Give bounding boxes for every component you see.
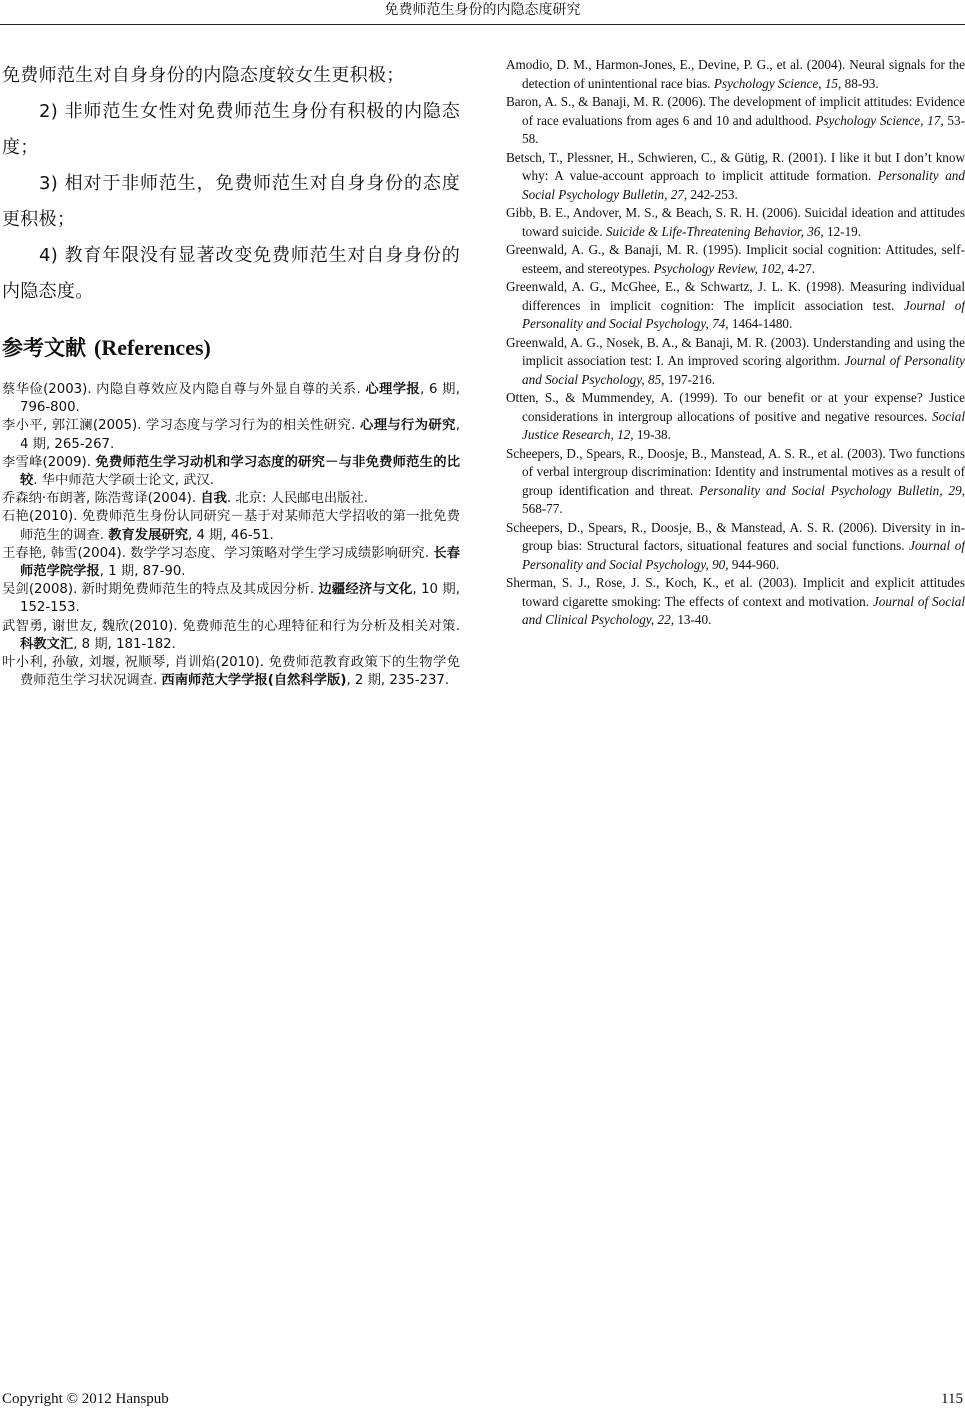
reference-cn-item: 李小平, 郭江澜(2005). 学习态度与学习行为的相关性研究. 心理与行为研究, 4 期, 265-267. [2, 418, 461, 452]
reference-cn-item: 叶小利, 孙敏, 刘堰, 祝顺琴, 肖训焰(2010). 免费师范教育政策下的生物学免费师范生学习状况调查. 西南师范大学学报(自然科学版), 2 期, 235-237. [2, 655, 460, 689]
footer-page-number: 115 [941, 1391, 963, 1407]
references-cn-list [2, 381, 460, 690]
references-en-list [506, 56, 965, 630]
reference-en-item: Gibb, B. E., Andover, M. S., & Beach, S. R. H. (2006). Suicidal ideation and attitudes toward suicide. Suicide & Life-Threatening Behavior, 36, 12-19. [506, 205, 965, 239]
reference-cn-item: 蔡华俭(2003). 内隐自尊效应及内隐自尊与外显自尊的关系. 心理学报, 6 期, 796-800. [2, 382, 461, 416]
reference-cn-item: 王春艳, 韩雪(2004). 数学学习态度、学习策略对学生学习成绩影响研究. 长春师范学院学报, 1 期, 87-90. [2, 545, 460, 580]
right-column [506, 56, 965, 630]
reference-cn-item: 石艳(2010). 免费师范生身份认同研究－基于对某师范大学招收的第一批免费师范生的调查. 教育发展研究, 4 期, 46-51. [2, 509, 460, 543]
conclusion-4: 4) 教育年限没有显著改变免费师范生对自身身份的内隐态度。 [2, 245, 460, 302]
running-title: 免费师范生身份的内隐态度研究 [384, 2, 581, 18]
reference-cn-item: 吴剑(2008). 新时期免费师范生的特点及其成因分析. 边疆经济与文化, 10 期, 152-153. [2, 582, 461, 616]
conclusion-2: 2) 非师范生女性对免费师范生身份有积极的内隐态度； [2, 101, 460, 158]
reference-cn-item: 乔森纳·布朗著, 陈浩莺译(2004). 自我. 北京: 人民邮电出版社. [2, 491, 368, 507]
conclusion-3: 3) 相对于非师范生，免费师范生对自身身份的态度更积极； [2, 173, 460, 230]
reference-en-item: Baron, A. S., & Banaji, M. R. (2006). The development of implicit attitudes: Evidence of race evaluations from ages 6 and 10 and adulthood. Psychology Science, 17, 53-58. [506, 94, 965, 146]
conclusion-1: 免费师范生对自身身份的内隐态度较女生更积极； [2, 65, 405, 86]
left-column [2, 58, 460, 690]
reference-en-item: Betsch, T., Plessner, H., Schwieren, C., & Gütig, R. (2001). I like it but I don’t know why: A value-account approach to implicit attitude formation. Personality and Social Psychology Bulletin, 27, 242-253. [506, 149, 965, 202]
reference-cn-item: 李雪峰(2009). 免费师范生学习动机和学习态度的研究－与非免费师范生的比较. 华中师范大学硕士论文, 武汉. [2, 454, 461, 489]
reference-en-item: Sherman, S. J., Rose, J. S., Koch, K., et al. (2003). Implicit and explicit attitudes toward cigarette smoking: The effects of context and motivation. Journal of Social and Clinical Psychology, 22, 13-40. [506, 575, 965, 627]
reference-en-item: Greenwald, A. G., McGhee, E., & Schwartz, J. L. K. (1998). Measuring individual differences in implicit cognition: The implicit association test. Journal of Personality and Social Psychology, 74, 1464-1480. [506, 279, 965, 331]
references-heading [2, 333, 460, 363]
reference-cn-item: 武智勇, 谢世友, 魏欣(2010). 免费师范生的心理特征和行为分析及相关对策. 科教文汇, 8 期, 181-182. [2, 618, 460, 652]
reference-en-item: Scheepers, D., Spears, R., Doosje, B., & Manstead, A. S. R. (2006). Diversity in in-group bias: Structural factors, situational features and social functions. Journal of Personality and Social Psychology, 90, 944-960. [506, 519, 965, 572]
reference-en-item: Otten, S., & Mummendey, A. (1999). To our benefit or at your expense? Justice considerations in intergroup allocations of positive and negative resources. Social Justice Research, 12, 19-38. [506, 390, 965, 442]
reference-en-item: Greenwald, A. G., Nosek, B. A., & Banaji, M. R. (2003). Understanding and using the implicit association test: I. An improved scoring algorithm. Journal of Personality and Social Psychology, 85, 197-216. [506, 334, 965, 387]
references-heading-cn: 参考文献 [2, 336, 86, 360]
reference-en-item: Scheepers, D., Spears, R., Doosje, B., Manstead, A. S. R., et al. (2003). Two functions of verbal intergroup discrimination: Identity and instrumental motives as a result of group identification and threat. Personality and Social Psychology Bulletin, 29, 568-77. [506, 445, 965, 516]
header-rule [0, 24, 965, 25]
footer-copyright: Copyright © 2012 Hanspub [2, 1391, 169, 1407]
reference-en-item: Amodio, D. M., Harmon-Jones, E., Devine, P. G., et al. (2004). Neural signals for the detection of unintentional race bias. Psychology Science, 15, 88-93. [506, 57, 965, 91]
reference-en-item: Greenwald, A. G., & Banaji, M. R. (1995). Implicit social cognition: Attitudes, self-esteem, and stereotypes. Psychology Review, 102, 4-27. [506, 242, 965, 276]
references-heading-en: (References) [94, 335, 211, 360]
